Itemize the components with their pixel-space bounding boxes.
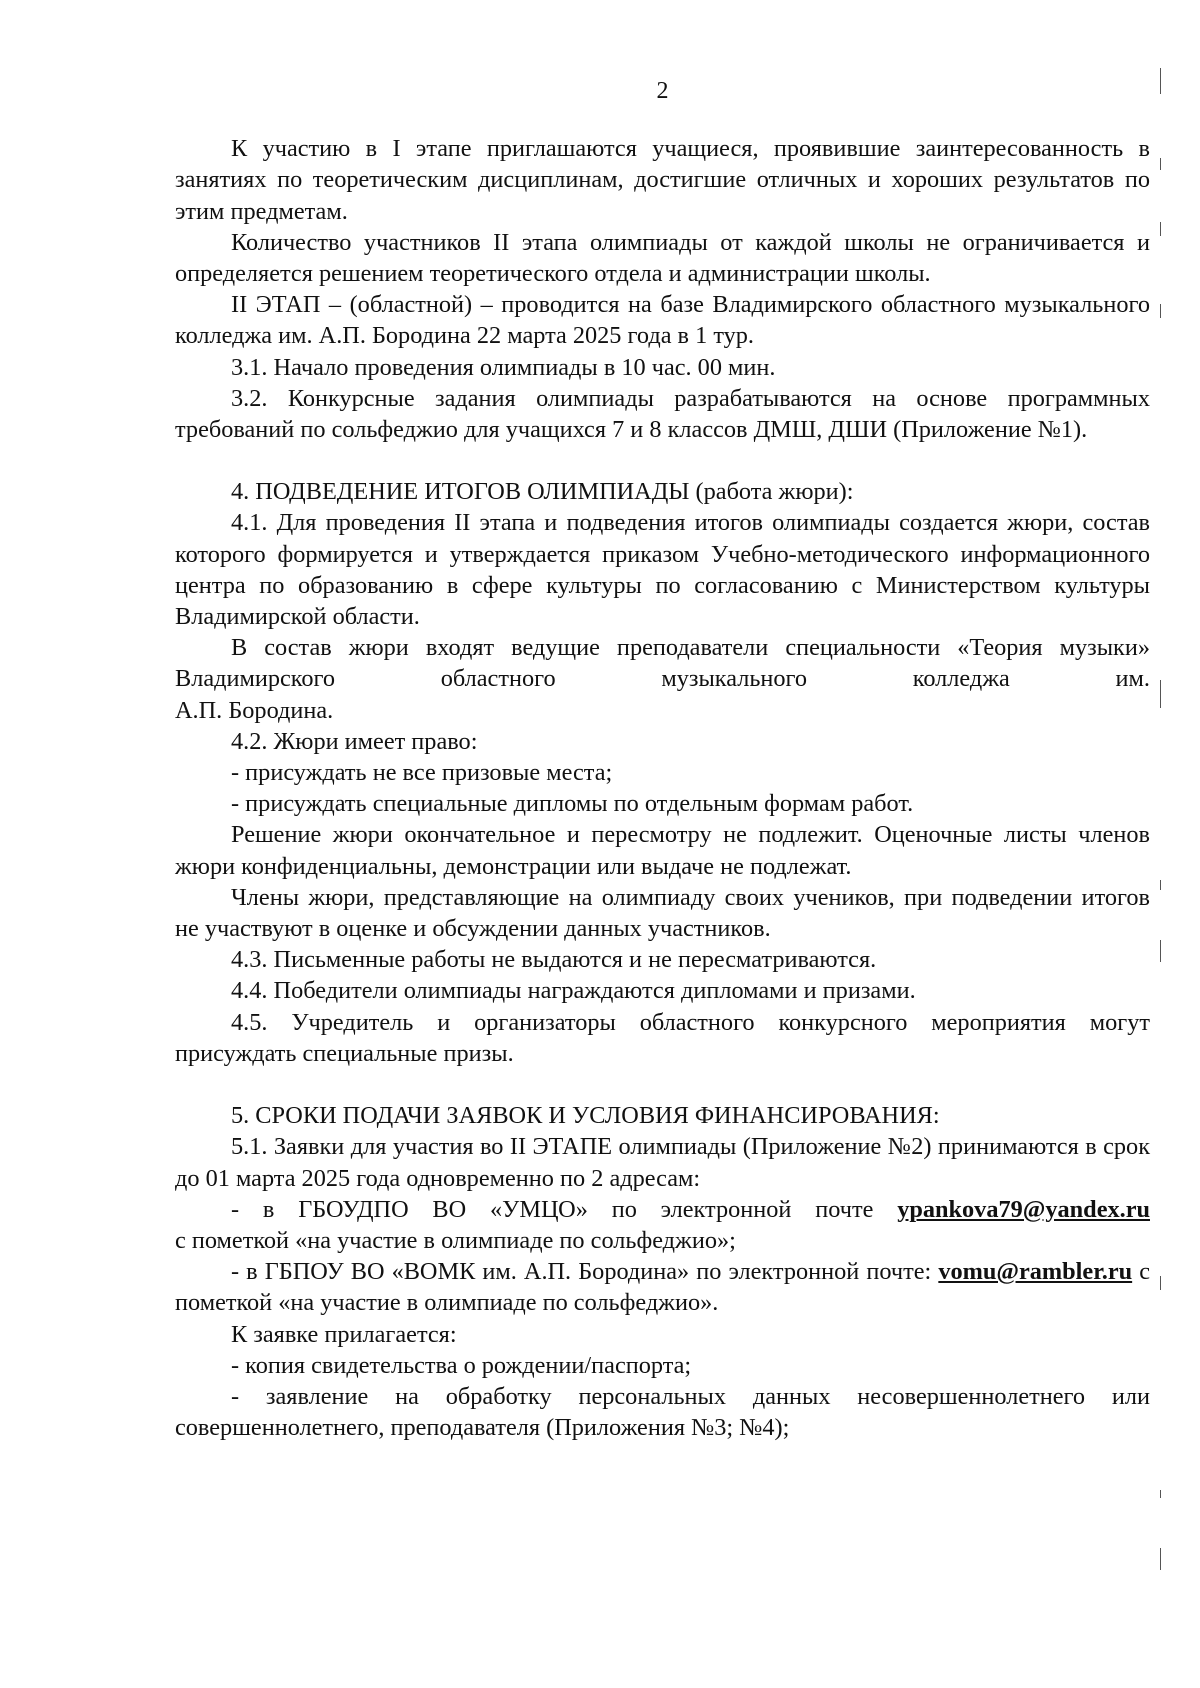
paragraph-participants-count: Количество участников II этапа олимпиады от каждой школы не ограничивается и определяется решением теоретического отдела и администрации школы. xyxy=(175,228,1150,288)
scan-margin-mark xyxy=(1160,158,1161,170)
paragraph-jury-composition xyxy=(175,632,1150,726)
jury-composition-line1: В состав жюри входят ведущие преподаватели специальности «Теория музыки» Владимирского областного музыкального колледжа им. xyxy=(175,634,1150,693)
scan-margin-mark xyxy=(1160,68,1161,94)
section-4-heading: 4. ПОДВЕДЕНИЕ ИТОГОВ ОЛИМПИАДЫ (работа жюри): xyxy=(231,478,854,506)
scan-margin-mark xyxy=(1160,1548,1161,1570)
scan-margin-mark xyxy=(1160,680,1161,708)
paragraph-jury-decision-final: Решение жюри окончательное и пересмотру не подлежит. Оценочные листы членов жюри конфиденциальны, демонстрации или выдаче не подлежат. xyxy=(175,821,1150,880)
paragraph-address-vomk xyxy=(175,1256,1150,1318)
paragraph-4-4-winners: 4.4. Победители олимпиады награждаются дипломами и призами. xyxy=(231,977,916,1005)
scan-margin-mark xyxy=(1160,304,1161,318)
paragraph-address-umco xyxy=(175,1194,1150,1256)
section-gap xyxy=(175,445,1150,476)
list-item-birth-certificate: - копия свидетельства о рождении/паспорта; xyxy=(231,1351,692,1379)
address-umco-line1 xyxy=(175,1194,1150,1225)
address-vomk-note: с пометкой «на участие в олимпиаде по сольфеджио». xyxy=(175,1258,1151,1317)
list-item-personal-data-consent: - заявление на обработку персональных данных несовершеннолетнего или совершеннолетнего, преподавателя (Приложения №3; №4); xyxy=(175,1382,1150,1442)
paragraph-attachments-intro: К заявке прилагается: xyxy=(231,1320,457,1348)
paragraph-participation-stage1: К участию в I этапе приглашаются учащиеся, проявившие заинтересованность в занятиях по теоретическим дисциплинам, достигшие отличных и хороших результатов по этим предметам. xyxy=(175,135,1150,225)
list-item-not-all-prizes: - присуждать не все призовые места; xyxy=(231,759,613,787)
address-umco-text: - в ГБОУДПО ВО «УМЦО» по электронной почте xyxy=(231,1195,898,1223)
list-item-special-diplomas: - присуждать специальные дипломы по отдельным формам работ. xyxy=(231,790,914,818)
paragraph-4-3-written-works: 4.3. Письменные работы не выдаются и не пересматриваются. xyxy=(231,946,877,974)
paragraph-jury-members-students: Члены жюри, представляющие на олимпиаду своих учеников, при подведении итогов не участвуют в оценке и обсуждении данных участников. xyxy=(175,883,1150,943)
scan-margin-mark xyxy=(1160,940,1161,962)
paragraph-3-1-start-time: 3.1. Начало проведения олимпиады в 10 час. 00 мин. xyxy=(231,353,776,381)
section-gap xyxy=(175,1069,1150,1100)
paragraph-5-1-applications: 5.1. Заявки для участия во II ЭТАПЕ олимпиады (Приложение №2) принимаются в срок до 01 марта 2025 года одновременно по 2 адресам: xyxy=(175,1133,1150,1192)
document-page xyxy=(175,76,1150,1443)
address-vomk-text: - в ГБПОУ ВО «ВОМК им. А.П. Бородина» по электронной почте: xyxy=(231,1258,939,1286)
address-umco-note: с пометкой «на участие в олимпиаде по сольфеджио»; xyxy=(175,1226,736,1254)
paragraph-4-2-jury-rights: 4.2. Жюри имеет право: xyxy=(231,727,478,755)
email-link-ypankova[interactable]: ypankova79@yandex.ru xyxy=(897,1195,1150,1223)
email-link-vomu[interactable]: vomu@rambler.ru xyxy=(938,1258,1133,1286)
paragraph-4-1-jury: 4.1. Для проведения II этапа и подведения итогов олимпиады создается жюри, состав которого формируется и утверждается приказом Учебно-методического информационного центра по образованию в сфере культуры по согласованию с Министерством культуры Владимирской области. xyxy=(175,509,1150,631)
scan-margin-mark xyxy=(1160,1276,1161,1290)
paragraph-stage2-regional: II ЭТАП – (областной) – проводится на базе Владимирского областного музыкального колледжа им. А.П. Бородина 22 марта 2025 года в 1 тур. xyxy=(175,291,1150,350)
jury-composition-line2: А.П. Бородина. xyxy=(175,696,334,724)
section-5-heading: 5. СРОКИ ПОДАЧИ ЗАЯВОК И УСЛОВИЯ ФИНАНСИРОВАНИЯ: xyxy=(231,1102,940,1130)
scan-margin-mark xyxy=(1160,222,1161,236)
scan-margin-mark xyxy=(1160,880,1161,890)
paragraph-4-5-special-prizes: 4.5. Учредитель и организаторы областного конкурсного мероприятия могут присуждать специальные призы. xyxy=(175,1008,1150,1067)
page-number: 2 xyxy=(656,78,669,104)
scan-margin-mark xyxy=(1160,1490,1161,1498)
paragraph-3-2-tasks: 3.2. Конкурсные задания олимпиады разрабатываются на основе программных требований по сольфеджио для учащихся 7 и 8 классов ДМШ, ДШИ (Приложение №1). xyxy=(175,384,1150,444)
